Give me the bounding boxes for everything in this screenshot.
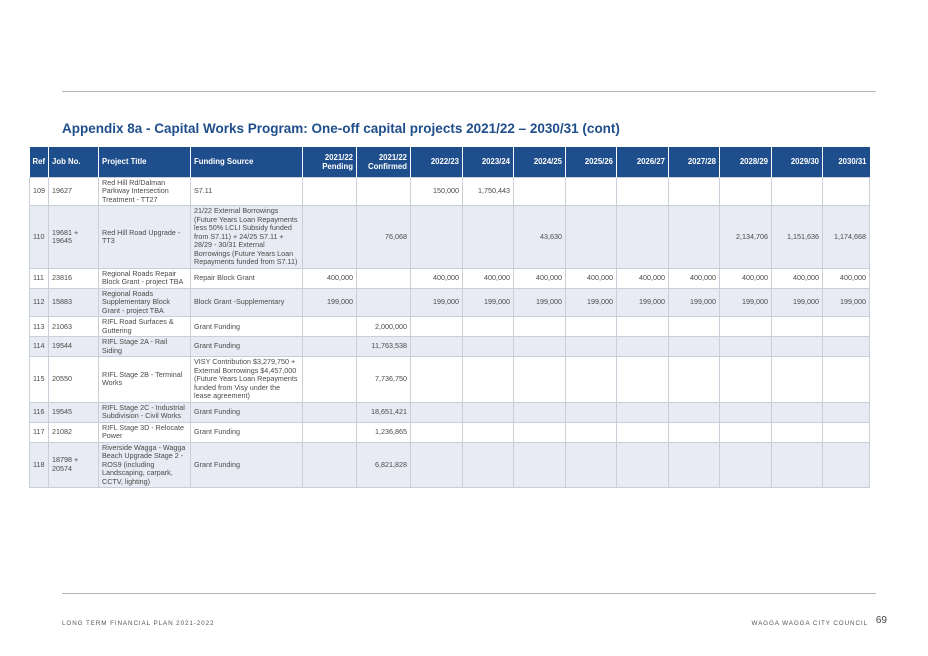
confirmed-2021-22-cell: 6,821,828 — [357, 442, 411, 487]
value-2029-30-cell: 199,000 — [772, 288, 823, 316]
confirmed-2021-22-cell: 7,736,750 — [357, 357, 411, 402]
job-no-cell: 20550 — [49, 357, 99, 402]
table-header — [30, 147, 870, 178]
value-2026-27-cell — [617, 422, 669, 442]
ref-cell: 115 — [30, 357, 49, 402]
value-2028-29-cell: 2,134,706 — [720, 206, 772, 268]
confirmed-2021-22-cell: 2,000,000 — [357, 317, 411, 337]
value-2028-29-cell: 400,000 — [720, 268, 772, 288]
footer-left-text: LONG TERM FINANCIAL PLAN 2021-2022 — [62, 620, 215, 627]
pending-2021-22-cell — [303, 206, 357, 268]
top-rule — [62, 91, 876, 92]
table-row — [30, 317, 870, 337]
value-2026-27-cell — [617, 357, 669, 402]
job-no-cell: 21082 — [49, 422, 99, 442]
value-2026-27-cell — [617, 317, 669, 337]
bottom-rule — [62, 593, 876, 594]
value-2023-24-cell — [463, 442, 514, 487]
value-2027-28-cell — [669, 442, 720, 487]
ref-cell: 114 — [30, 337, 49, 357]
value-2024-25-cell: 199,000 — [514, 288, 566, 316]
confirmed-2021-22-cell — [357, 178, 411, 206]
pending-2021-22-cell — [303, 178, 357, 206]
value-2029-30-cell: 400,000 — [772, 268, 823, 288]
ref-cell: 113 — [30, 317, 49, 337]
value-2029-30-cell: 1,151,636 — [772, 206, 823, 268]
table-row — [30, 442, 870, 487]
value-2025-26-cell — [566, 337, 617, 357]
value-2025-26-cell — [566, 402, 617, 422]
value-2026-27-cell — [617, 337, 669, 357]
confirmed-2021-22-cell — [357, 288, 411, 316]
capital-works-table — [29, 147, 870, 488]
job-no-cell: 15883 — [49, 288, 99, 316]
value-2023-24-cell — [463, 402, 514, 422]
confirmed-2021-22-cell: 76,068 — [357, 206, 411, 268]
col-header-2024-25: 2024/25 — [514, 147, 566, 178]
value-2030-31-cell — [823, 178, 870, 206]
value-2024-25-cell — [514, 178, 566, 206]
table-row — [30, 206, 870, 268]
pending-2021-22-cell — [303, 357, 357, 402]
value-2027-28-cell — [669, 317, 720, 337]
value-2024-25-cell — [514, 337, 566, 357]
value-2030-31-cell — [823, 357, 870, 402]
value-2023-24-cell — [463, 422, 514, 442]
value-2030-31-cell: 400,000 — [823, 268, 870, 288]
value-2027-28-cell — [669, 402, 720, 422]
col-header-2030-31: 2030/31 — [823, 147, 870, 178]
value-2022-23-cell: 400,000 — [411, 268, 463, 288]
ref-cell: 118 — [30, 442, 49, 487]
value-2029-30-cell — [772, 402, 823, 422]
value-2029-30-cell — [772, 357, 823, 402]
value-2027-28-cell — [669, 178, 720, 206]
col-header-2023-24: 2023/24 — [463, 147, 514, 178]
col-header-2025-26: 2025/26 — [566, 147, 617, 178]
value-2023-24-cell: 1,750,443 — [463, 178, 514, 206]
project-title-cell: RIFL Stage 2C - Industrial Subdivision - Civil Works — [99, 402, 191, 422]
value-2028-29-cell — [720, 357, 772, 402]
value-2028-29-cell — [720, 422, 772, 442]
col-header-funding-source: Funding Source — [191, 147, 303, 178]
job-no-cell: 19545 — [49, 402, 99, 422]
pending-2021-22-cell — [303, 337, 357, 357]
project-title-cell: Regional Roads Supplementary Block Grant - project TBA — [99, 288, 191, 316]
value-2022-23-cell — [411, 317, 463, 337]
value-2028-29-cell — [720, 442, 772, 487]
value-2023-24-cell — [463, 206, 514, 268]
value-2022-23-cell — [411, 357, 463, 402]
ref-cell: 116 — [30, 402, 49, 422]
ref-cell: 112 — [30, 288, 49, 316]
value-2023-24-cell: 199,000 — [463, 288, 514, 316]
funding-source-cell: Repair Block Grant — [191, 268, 303, 288]
pending-2021-22-cell — [303, 422, 357, 442]
header-row — [30, 147, 870, 178]
value-2024-25-cell — [514, 402, 566, 422]
value-2023-24-cell — [463, 337, 514, 357]
value-2029-30-cell — [772, 422, 823, 442]
ref-cell: 117 — [30, 422, 49, 442]
col-header-2022-23: 2022/23 — [411, 147, 463, 178]
col-header-2029-30: 2029/30 — [772, 147, 823, 178]
funding-source-cell: Grant Funding — [191, 317, 303, 337]
value-2028-29-cell — [720, 402, 772, 422]
value-2029-30-cell — [772, 317, 823, 337]
col-header-ref: Ref — [30, 147, 49, 178]
confirmed-2021-22-cell — [357, 268, 411, 288]
value-2022-23-cell — [411, 422, 463, 442]
job-no-cell: 18798 + 20574 — [49, 442, 99, 487]
pending-2021-22-cell: 199,000 — [303, 288, 357, 316]
value-2022-23-cell — [411, 442, 463, 487]
value-2026-27-cell: 400,000 — [617, 268, 669, 288]
value-2025-26-cell — [566, 178, 617, 206]
value-2025-26-cell: 199,000 — [566, 288, 617, 316]
funding-source-cell: Grant Funding — [191, 442, 303, 487]
ref-cell: 109 — [30, 178, 49, 206]
table-row — [30, 178, 870, 206]
col-header-2026-27: 2026/27 — [617, 147, 669, 178]
confirmed-2021-22-cell: 18,651,421 — [357, 402, 411, 422]
value-2025-26-cell: 400,000 — [566, 268, 617, 288]
table-row — [30, 337, 870, 357]
funding-source-cell: Grant Funding — [191, 402, 303, 422]
value-2024-25-cell: 43,630 — [514, 206, 566, 268]
funding-source-cell: Grant Funding — [191, 422, 303, 442]
job-no-cell: 19627 — [49, 178, 99, 206]
project-title-cell: Riverside Wagga - Wagga Beach Upgrade Stage 2 - ROS9 (including Landscaping, carpark, CCTV, lighting) — [99, 442, 191, 487]
value-2029-30-cell — [772, 337, 823, 357]
col-header-2027-28: 2027/28 — [669, 147, 720, 178]
value-2027-28-cell: 400,000 — [669, 268, 720, 288]
project-title-cell: Regional Roads Repair Block Grant - project TBA — [99, 268, 191, 288]
value-2028-29-cell: 199,000 — [720, 288, 772, 316]
pending-2021-22-cell — [303, 442, 357, 487]
value-2028-29-cell — [720, 317, 772, 337]
value-2023-24-cell — [463, 317, 514, 337]
funding-source-cell: Grant Funding — [191, 337, 303, 357]
value-2026-27-cell — [617, 178, 669, 206]
value-2030-31-cell — [823, 317, 870, 337]
pending-2021-22-cell — [303, 402, 357, 422]
page-title: Appendix 8a - Capital Works Program: One-off capital projects 2021/22 – 2030/31 (cont) — [62, 121, 620, 136]
ref-cell: 111 — [30, 268, 49, 288]
table-row — [30, 402, 870, 422]
table-body — [30, 178, 870, 488]
value-2028-29-cell — [720, 178, 772, 206]
value-2025-26-cell — [566, 357, 617, 402]
value-2025-26-cell — [566, 206, 617, 268]
value-2026-27-cell: 199,000 — [617, 288, 669, 316]
value-2028-29-cell — [720, 337, 772, 357]
value-2027-28-cell — [669, 357, 720, 402]
project-title-cell: Red Hill Road Upgrade - TT3 — [99, 206, 191, 268]
confirmed-2021-22-cell: 1,236,865 — [357, 422, 411, 442]
ref-cell: 110 — [30, 206, 49, 268]
value-2025-26-cell — [566, 442, 617, 487]
value-2024-25-cell — [514, 357, 566, 402]
value-2024-25-cell — [514, 422, 566, 442]
project-title-cell: RIFL Stage 2A - Rail Siding — [99, 337, 191, 357]
pending-2021-22-cell: 400,000 — [303, 268, 357, 288]
value-2025-26-cell — [566, 317, 617, 337]
value-2026-27-cell — [617, 206, 669, 268]
value-2024-25-cell — [514, 317, 566, 337]
value-2027-28-cell — [669, 337, 720, 357]
value-2026-27-cell — [617, 442, 669, 487]
value-2025-26-cell — [566, 422, 617, 442]
value-2024-25-cell — [514, 442, 566, 487]
value-2026-27-cell — [617, 402, 669, 422]
value-2027-28-cell: 199,000 — [669, 288, 720, 316]
value-2022-23-cell: 199,000 — [411, 288, 463, 316]
funding-source-cell: S7.11 — [191, 178, 303, 206]
project-title-cell: RIFL Stage 3D - Relocate Power — [99, 422, 191, 442]
table-row — [30, 357, 870, 402]
col-header-2021-22-pending: 2021/22 Pending — [303, 147, 357, 178]
col-header-job-no: Job No. — [49, 147, 99, 178]
value-2023-24-cell — [463, 357, 514, 402]
table-row — [30, 422, 870, 442]
table-row — [30, 288, 870, 316]
funding-source-cell: 21/22 External Borrowings (Future Years Loan Repayments less 50% LCLI Subsidy funded from S7.11) + 24/25 S7.11 + 28/29 - 30/31 External Borrowings (Future Years Loan Repayments funded from S7.11) — [191, 206, 303, 268]
funding-source-cell: VISY Contribution $3,279,750 + External Borrowings $4,457,000 (Future Years Loan Repayments funded from Visy under the lease agreement) — [191, 357, 303, 402]
value-2030-31-cell — [823, 422, 870, 442]
value-2029-30-cell — [772, 178, 823, 206]
value-2027-28-cell — [669, 206, 720, 268]
page-number: 69 — [875, 615, 887, 626]
value-2030-31-cell — [823, 402, 870, 422]
col-header-project-title: Project Title — [99, 147, 191, 178]
confirmed-2021-22-cell: 11,763,538 — [357, 337, 411, 357]
value-2030-31-cell — [823, 442, 870, 487]
table-row — [30, 268, 870, 288]
col-header-2021-22-confirmed: 2021/22 Confirmed — [357, 147, 411, 178]
project-title-cell: RIFL Road Surfaces & Guttering — [99, 317, 191, 337]
job-no-cell: 23816 — [49, 268, 99, 288]
job-no-cell: 19544 — [49, 337, 99, 357]
project-title-cell: RIFL Stage 2B - Terminal Works — [99, 357, 191, 402]
value-2022-23-cell — [411, 206, 463, 268]
value-2022-23-cell — [411, 337, 463, 357]
value-2024-25-cell: 400,000 — [514, 268, 566, 288]
value-2030-31-cell — [823, 337, 870, 357]
value-2027-28-cell — [669, 422, 720, 442]
job-no-cell: 21063 — [49, 317, 99, 337]
value-2029-30-cell — [772, 442, 823, 487]
job-no-cell: 19681 + 19645 — [49, 206, 99, 268]
value-2030-31-cell: 199,000 — [823, 288, 870, 316]
value-2022-23-cell — [411, 402, 463, 422]
funding-source-cell: Block Grant -Supplementary — [191, 288, 303, 316]
value-2030-31-cell: 1,174,668 — [823, 206, 870, 268]
value-2022-23-cell: 150,000 — [411, 178, 463, 206]
project-title-cell: Red Hill Rd/Dalman Parkway Intersection Treatment - TT27 — [99, 178, 191, 206]
value-2023-24-cell: 400,000 — [463, 268, 514, 288]
pending-2021-22-cell — [303, 317, 357, 337]
col-header-2028-29: 2028/29 — [720, 147, 772, 178]
footer-right-text: WAGGA WAGGA CITY COUNCIL — [751, 620, 868, 627]
